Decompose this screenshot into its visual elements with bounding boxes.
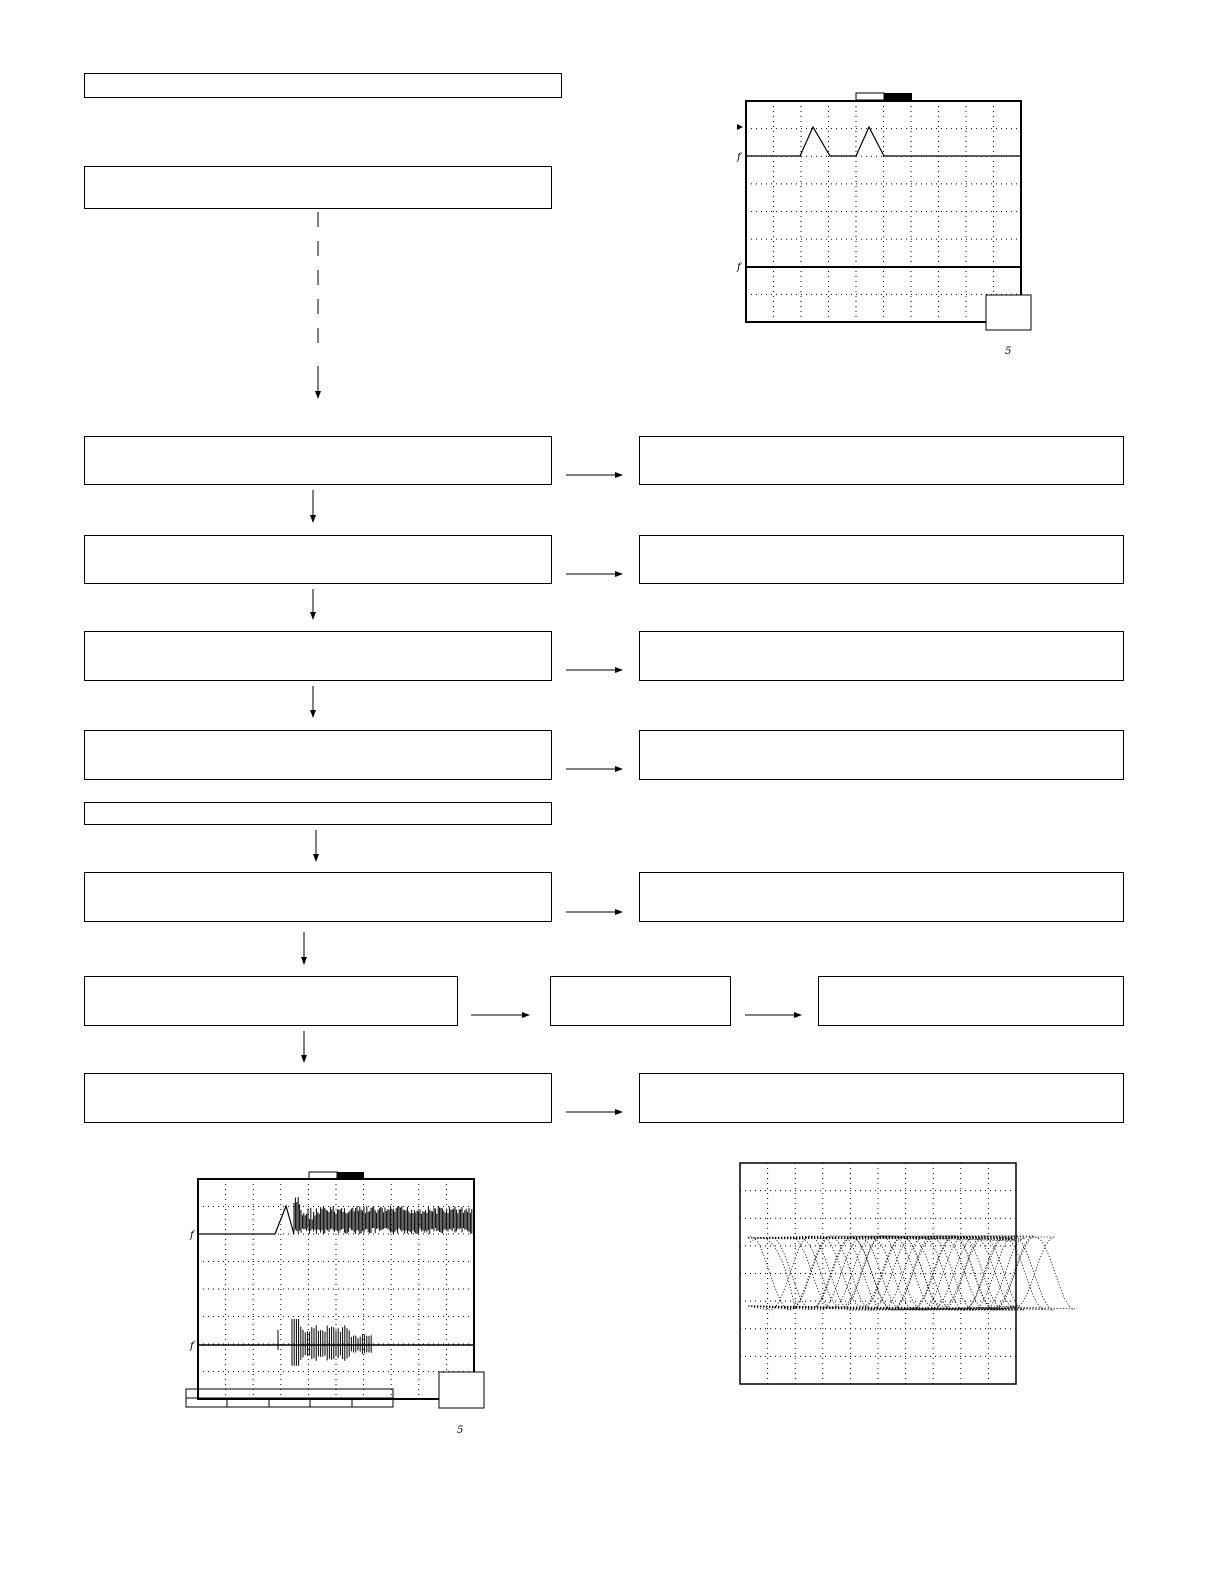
scope-1-figure-mark: 5 xyxy=(1005,346,1012,357)
scope-2-ground-mark-1: f xyxy=(190,1230,194,1241)
scope-1-ground-mark-1: f xyxy=(737,152,741,163)
scope-2-ground-mark-2: f xyxy=(190,1341,194,1352)
scope-1-ground-mark-2: f xyxy=(737,262,741,273)
scope-2-figure-mark: 5 xyxy=(457,1425,464,1436)
